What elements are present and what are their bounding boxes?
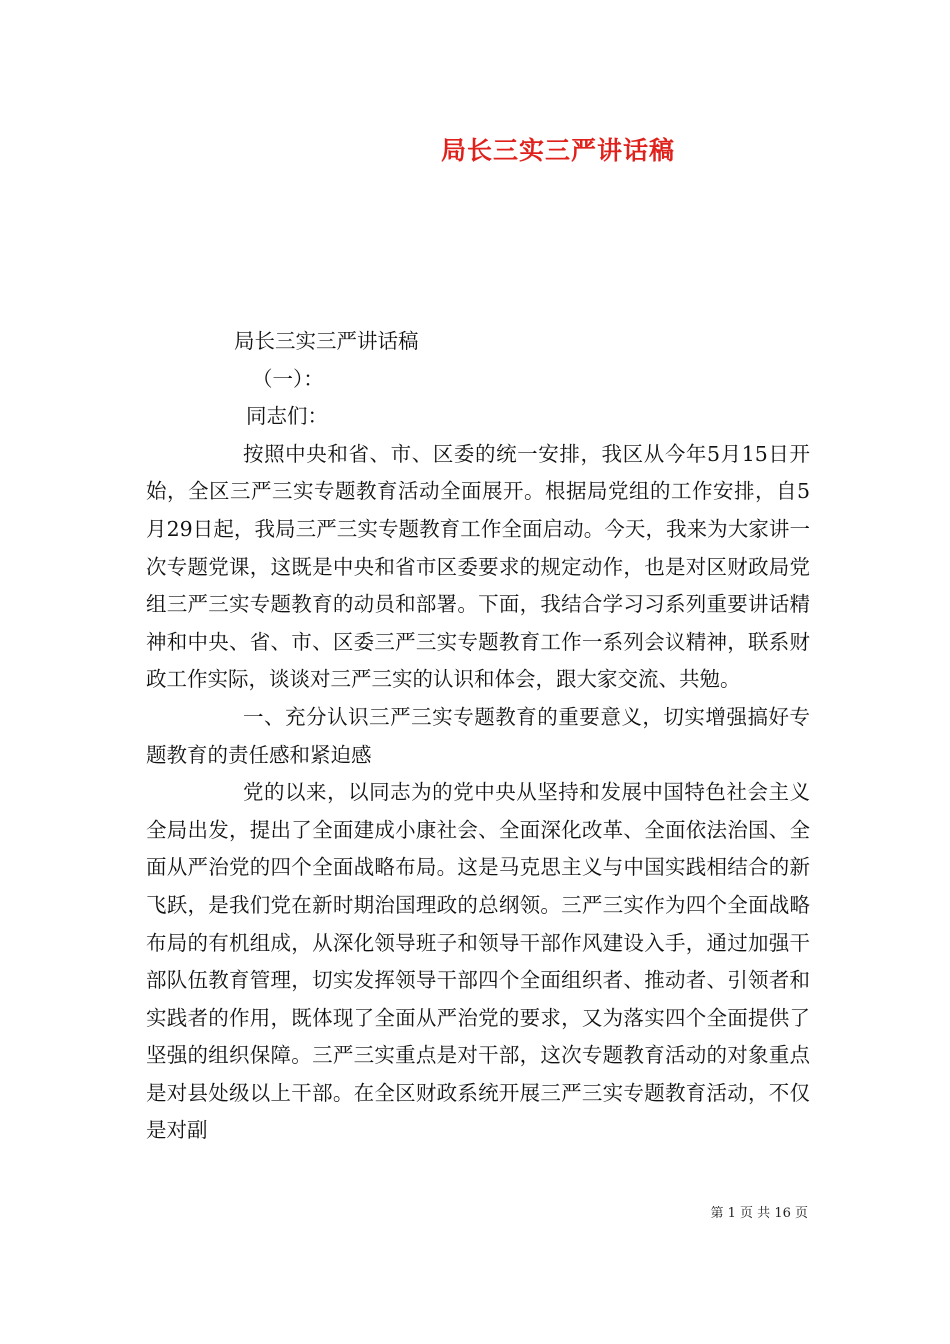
paragraph-intro: 按照中央和省、市、区委的统一安排，我区从今年5月15日开始，全区三严三实专题教育活动全面展开。根据局党组的工作安排，自5月29日起，我局三严三实专题教育工作全面启动。今天，我来为大家讲一次专题党课，这既是中央和省市区委要求的规定动作，也是对区财政局党组三严三实专题教育的动员和部署。下面，我结合学习习系列重要讲话精神和中央、省、市、区委三严三实专题教育工作一系列会议精神，联系财政工作实际，谈谈对三严三实的认识和体会，跟大家交流、共勉。 <box>146 441 810 692</box>
section-heading-1: 一、充分认识三严三实专题教育的重要意义，切实增强搞好专题教育的责任感和紧迫感 <box>146 704 810 767</box>
document-title: 局长三实三严讲话稿 <box>440 136 675 165</box>
document-body <box>146 323 810 1150</box>
paragraph-body: 党的以来，以同志为的党中央从坚持和发展中国特色社会主义全局出发，提出了全面建成小康社会、全面深化改革、全面依法治国、全面从严治党的四个全面战略布局。这是马克思主义与中国实践相结合的新飞跃，是我们党在新时期治国理政的总纲领。三严三实作为四个全面战略布局的有机组成，从深化领导班子和领导干部作风建设入手，通过加强干部队伍教育管理，切实发挥领导干部四个全面组织者、推动者、引领者和实践者的作用，既体现了全面从严治党的要求，又为落实四个全面提供了坚强的组织保障。三严三实重点是对干部，这次专题教育活动的对象重点是对县处级以上干部。在全区财政系统开展三严三实专题教育活动，不仅是对副 <box>146 780 810 1143</box>
document-subtitle: 局长三实三严讲话稿 <box>234 329 419 353</box>
page-number-footer: 第 1 页 共 16 页 <box>710 1206 808 1221</box>
salutation: 同志们： <box>246 404 328 429</box>
section-marker: （一）： <box>252 366 324 391</box>
